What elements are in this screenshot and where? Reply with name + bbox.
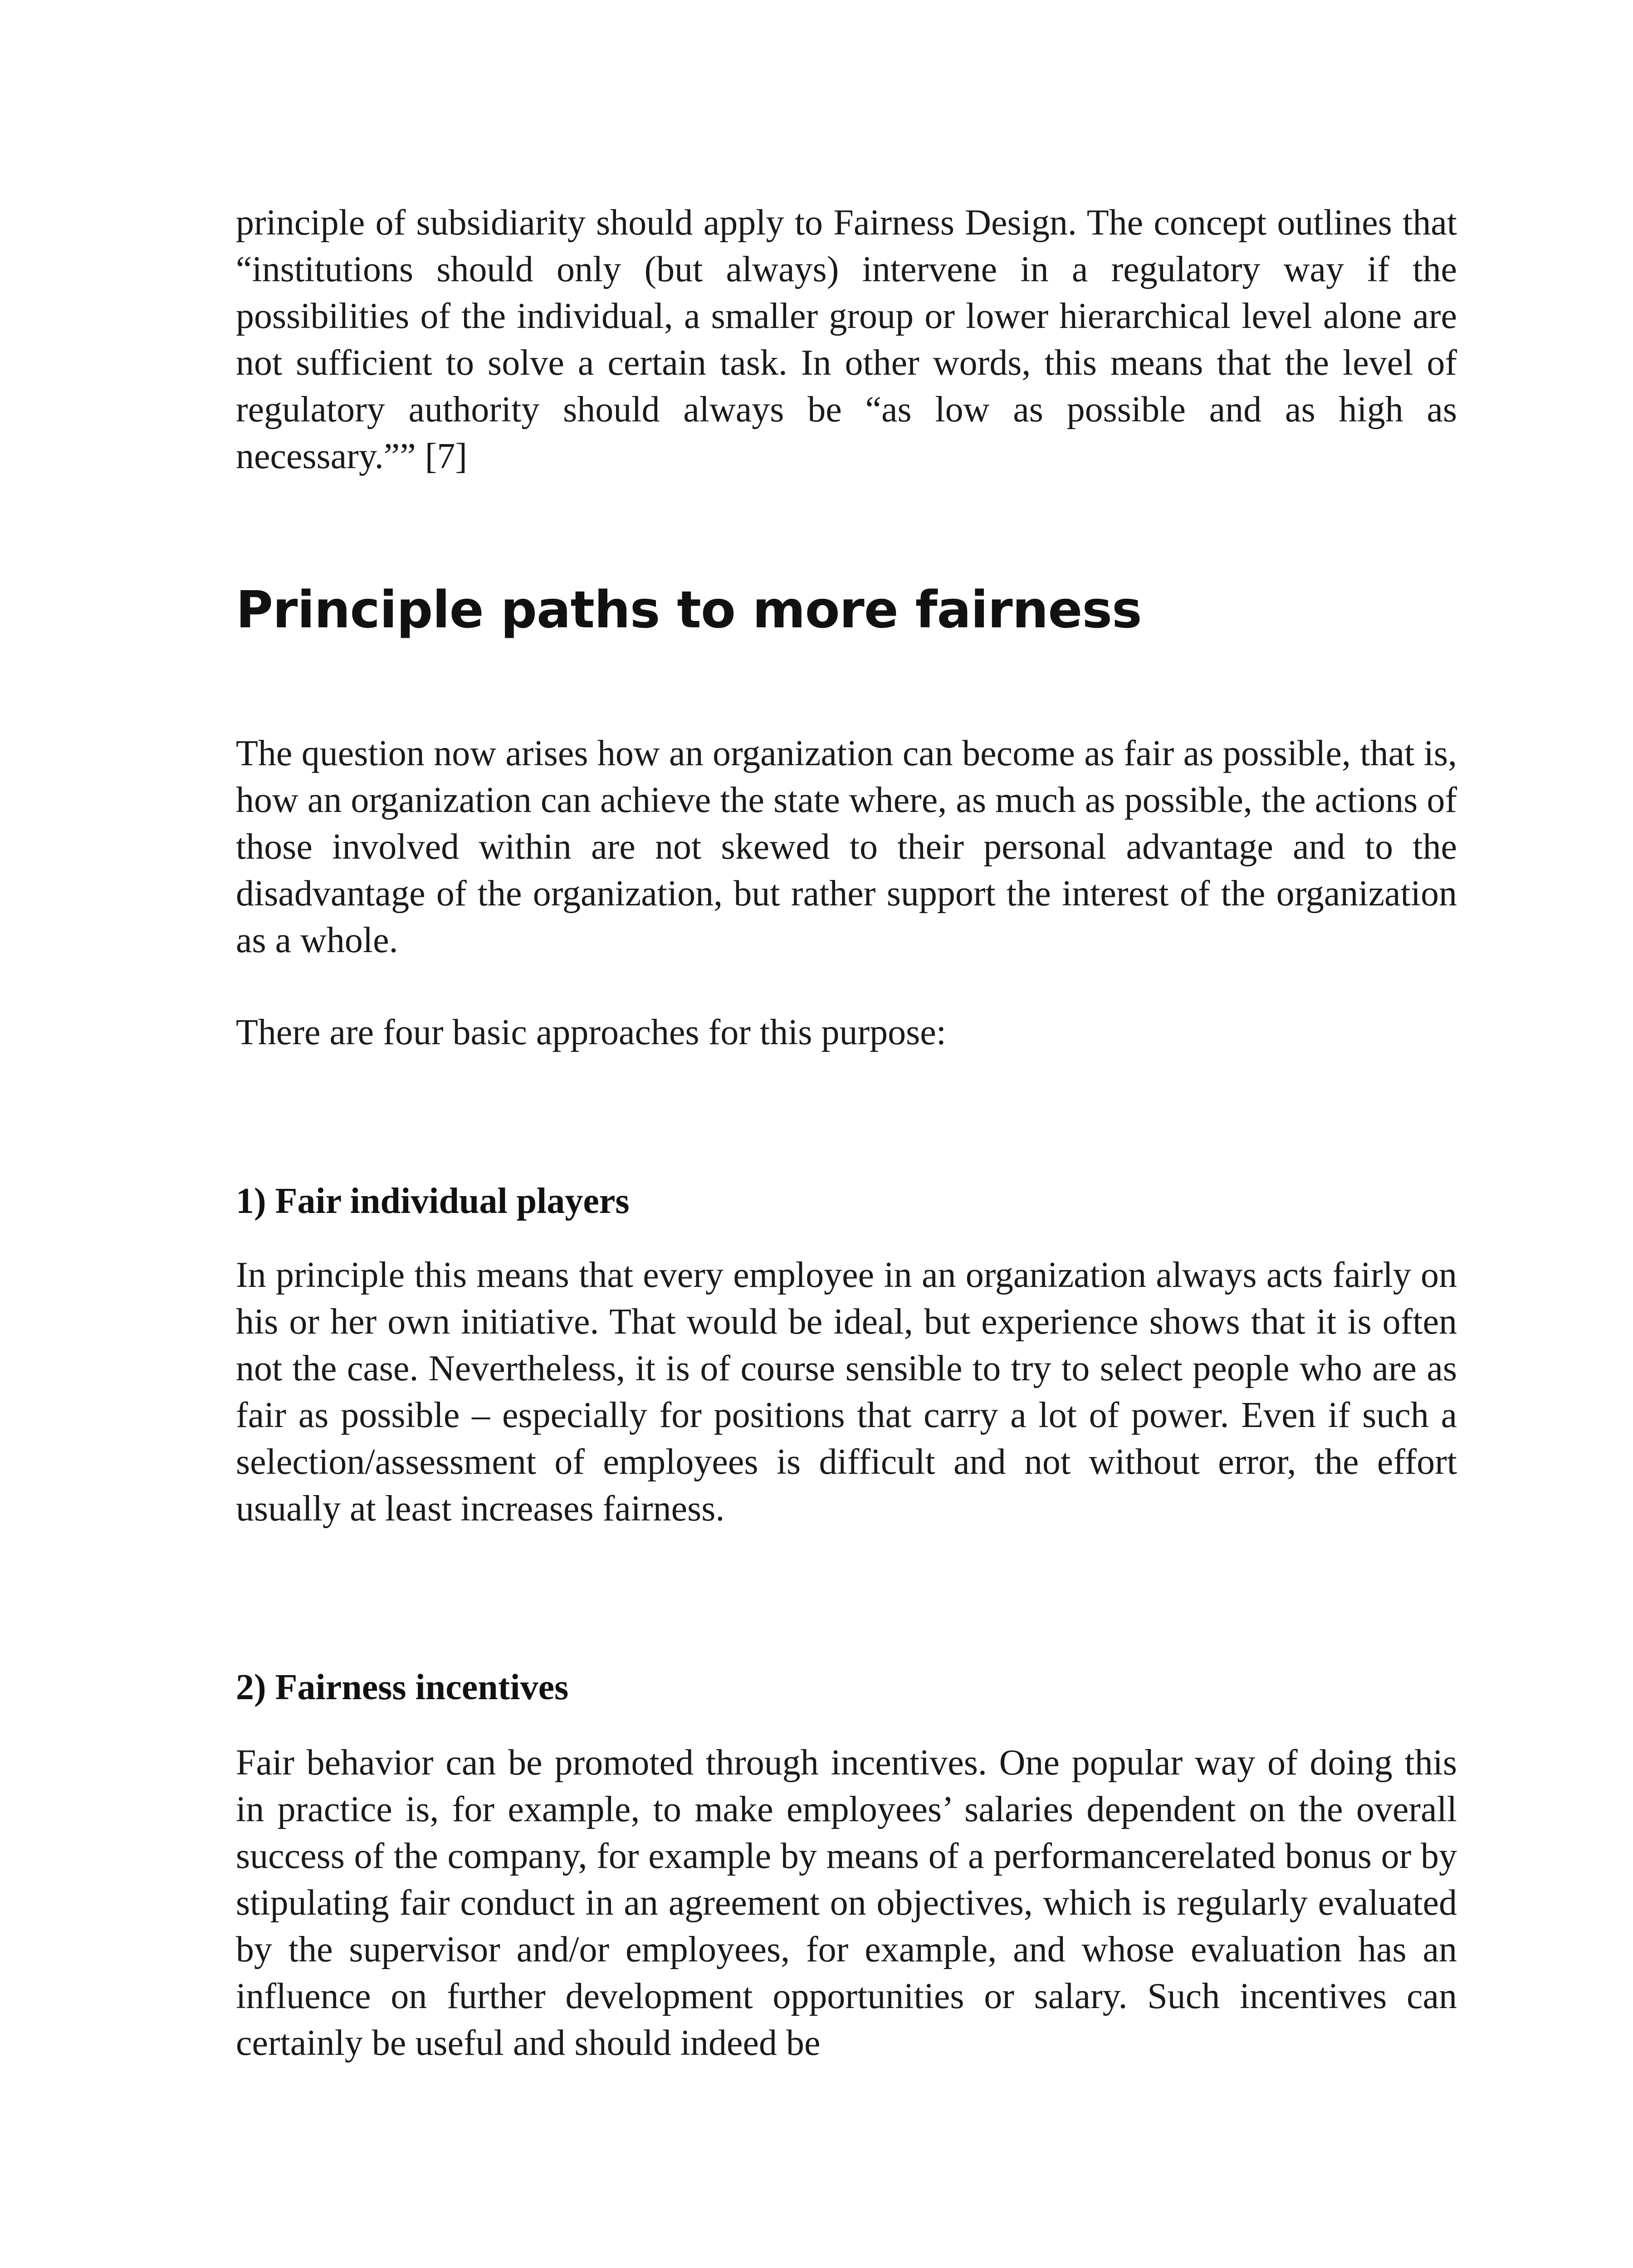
section-title: Principle paths to more fairness xyxy=(236,581,1142,640)
approach-1-heading: 1) Fair individual players xyxy=(236,1181,630,1221)
opening-paragraph: principle of subsidiarity should apply to Fairness Design. The concept outlines that “institutions should only (but always) intervene in a regulatory way if the possibilities of the individual, a smaller group or lower hierarchical level alone are not sufficient to solve a certain task. In other words, this means that the level of regulatory authority should always be “as low as possible and as high as necessary.”” [7] xyxy=(236,203,1457,476)
approaches-intro-block xyxy=(236,1009,1457,1056)
intro-paragraph: The question now arises how an organization can become as fair as possible, that is, how an organization can achieve the state where, as much as possible, the actions of those involved within are not skewed to their personal advantage and to the disadvantage of the organization, but rather support the interest of the organization as a whole. xyxy=(236,733,1457,960)
approach-1-body-block xyxy=(236,1252,1457,1532)
approaches-intro: There are four basic approaches for this purpose: xyxy=(236,1012,947,1052)
approach-2-heading: 2) Fairness incentives xyxy=(236,1667,569,1707)
opening-paragraph-block xyxy=(236,200,1457,480)
approach-2-body-block xyxy=(236,1740,1457,2067)
intro-paragraph-block xyxy=(236,730,1457,964)
approach-2-body: Fair behavior can be promoted through incentives. One popular way of doing this in practice is, for example, to make employees’ salaries dependent on the overall success of the company, for example by means of a performancerelated bonus or by stipulating fair conduct in an agreement on objectives, which is regularly evaluated by the supervisor and/or employees, for example, and whose evaluation has an influence on further development opportunities or salary. Such incentives can certainly be useful and should indeed be xyxy=(236,1743,1457,2063)
approach-1-body: In principle this means that every employee in an organization always acts fairly on his or her own initiative. That would be ideal, but experience shows that it is often not the case. Nevertheless, it is of course sensible to try to select people who are as fair as possible – especially for positions that carry a lot of power. Even if such a selection/assessment of employees is difficult and not without error, the effort usually at least increases fairness. xyxy=(236,1255,1457,1529)
